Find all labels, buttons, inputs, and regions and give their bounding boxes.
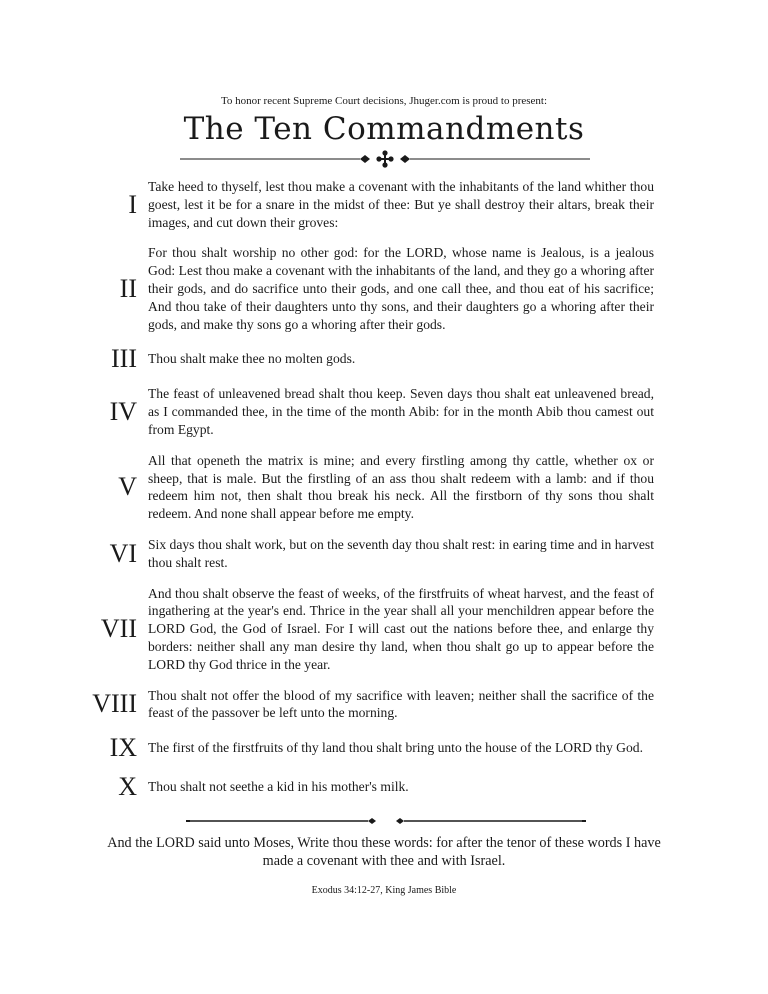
- source-citation: Exodus 34:12-27, King James Bible: [311, 885, 457, 896]
- commandment-numeral: II: [119, 273, 137, 303]
- commandment-numeral: V: [118, 472, 137, 502]
- commandment-numeral: IV: [109, 397, 137, 427]
- commandment-numeral: VII: [100, 614, 137, 644]
- commandment-9: [0, 735, 768, 761]
- commandment-text: And thou shalt observe the feast of weeks, of the firstfruits of wheat harvest, and the feast of ingathering at the year's end. Thrice in the year shall all your menchildren appear before the LORD God, the God of Israel. For I will cast out the nations before thee, and enlarge thy borders: neither shall any man desire thy land, when thou shalt go up to appear before the LORD thy God thrice in the year.: [148, 585, 654, 672]
- commandment-2: [0, 244, 768, 333]
- commandment-4: [0, 385, 768, 438]
- fleuron-icon: [376, 150, 393, 167]
- commandment-numeral: I: [128, 189, 137, 219]
- commandment-text: The first of the firstfruits of thy land thou shalt bring unto the house of the LORD thy God.: [148, 740, 643, 756]
- commandments-list: [0, 178, 768, 813]
- commandment-text: Thou shalt make thee no molten gods.: [148, 351, 356, 367]
- page-title: The Ten Commandments: [183, 111, 585, 147]
- commandment-6: [0, 536, 768, 572]
- commandment-text: Thou shalt not seethe a kid in his mother's milk.: [148, 779, 409, 795]
- commandment-10: [0, 774, 768, 800]
- title-ornament: [180, 149, 590, 169]
- commandment-text: The feast of unleavened bread shalt thou keep. Seven days thou shalt eat unleavened bread, as I commanded thee, in the time of the month Abib: for in the month Abib thou camest out from Egypt.: [148, 386, 654, 437]
- commandment-numeral: IX: [109, 733, 137, 763]
- commandment-1: [0, 178, 768, 231]
- commandment-text: For thou shalt worship no other god: for the LORD, whose name is Jealous, is a jealous God: Lest thou make a covenant with the inhabitants of the land, and they go a whoring after their gods, and do sacrifice unto their gods, and one call thee, and thou eat of his sacrifice; And thou take of their daughters unto thy sons, and their daughters go a whoring after their gods, and make thy sons go a whoring after their gods.: [148, 245, 654, 332]
- commandment-3: [0, 346, 768, 372]
- commandment-5: [0, 452, 768, 523]
- footer-divider: [186, 815, 586, 827]
- commandment-text: All that openeth the matrix is mine; and every firstling among thy cattle, whether ox or sheep, that is male. But the firstling of an ass thou shalt redeem with a lamb: and if thou redeem him not, then shalt thou break his neck. All the firstborn of thy sons thou shalt redeem. And none shall appear before me empty.: [148, 452, 654, 522]
- commandment-text: Thou shalt not offer the blood of my sacrifice with leaven; neither shall the sacrifice of the feast of the passover be left unto the morning.: [148, 687, 654, 721]
- intro-line: To honor recent Supreme Court decisions, Jhuger.com is proud to present:: [220, 95, 548, 107]
- commandment-8: [0, 687, 768, 723]
- commandment-numeral: VI: [109, 538, 137, 568]
- commandment-numeral: VIII: [92, 689, 137, 719]
- commandment-text: Take heed to thyself, lest thou make a covenant with the inhabitants of the land whither thou goest, lest it be for a snare in the midst of thee: But ye shall destroy their altars, break their images, and cut down their groves:: [148, 179, 654, 230]
- commandment-text: Six days thou shalt work, but on the seventh day thou shalt rest: in earing time and in harvest thou shalt rest.: [148, 536, 654, 570]
- commandment-numeral: III: [111, 344, 137, 374]
- commandment-numeral: X: [118, 772, 137, 802]
- closing-verse: And the LORD said unto Moses, Write thou these words: for after the tenor of these words I have made a covenant with thee and with Israel.: [107, 835, 661, 869]
- commandment-7: [0, 585, 768, 674]
